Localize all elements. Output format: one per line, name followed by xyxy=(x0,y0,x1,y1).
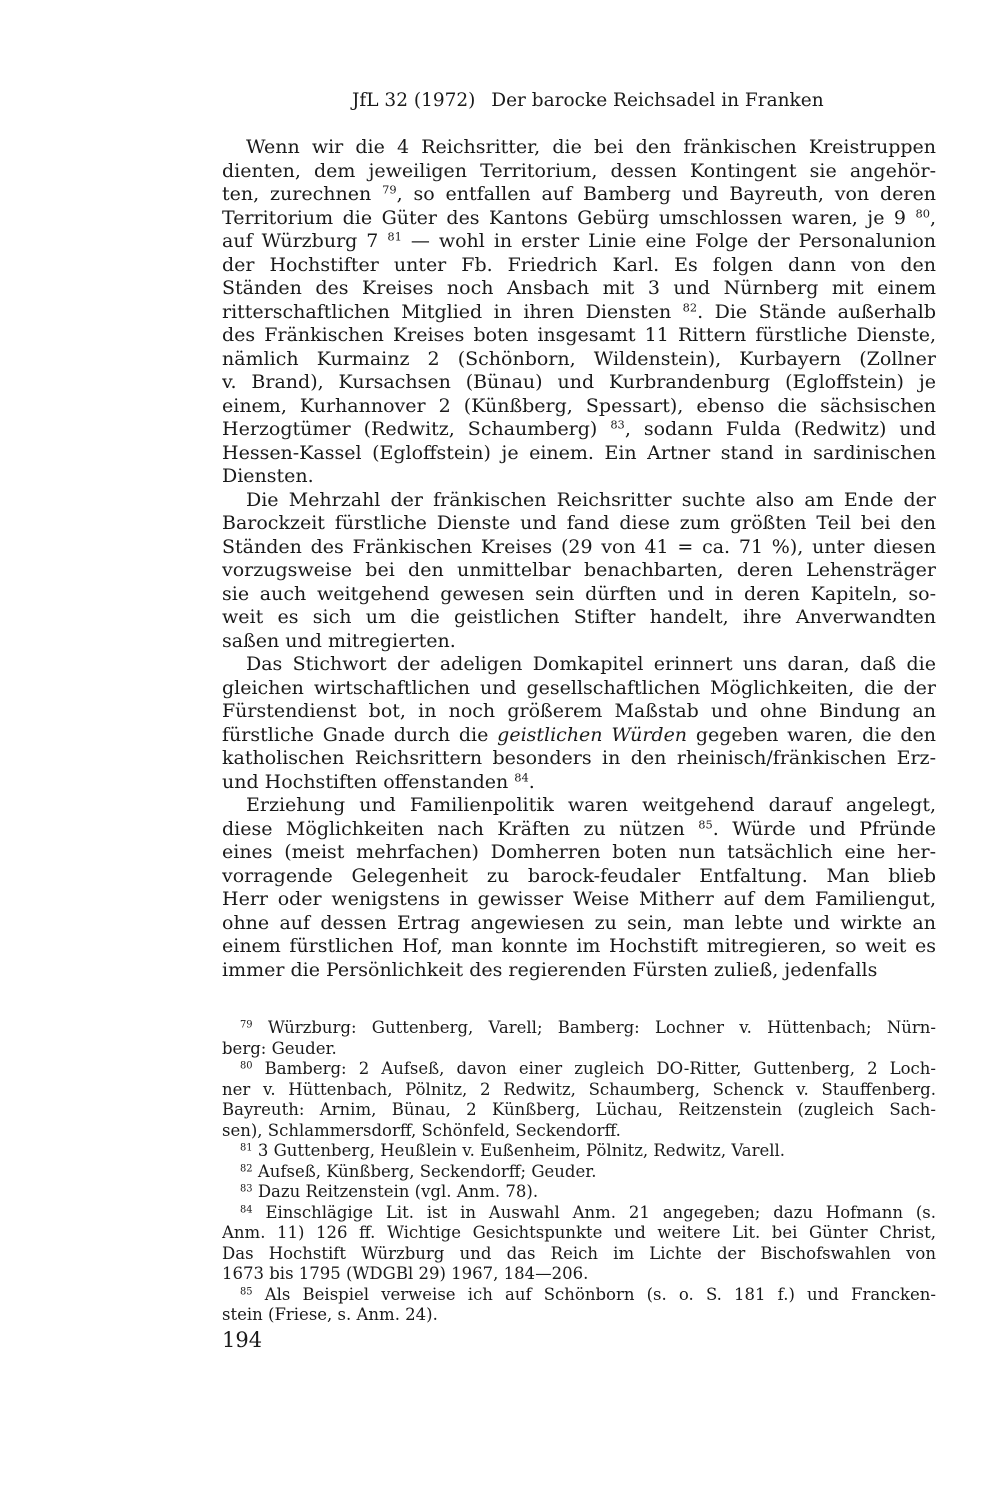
footnote xyxy=(222,1141,936,1162)
paragraph xyxy=(222,794,936,982)
footnote-reference: 84 xyxy=(240,1204,253,1216)
text-line: sie auch weitgehend gewesen sein dürften und in deren Kapiteln, so- xyxy=(222,582,936,605)
text-line: ohne auf dessen Ertrag angewiesen zu sein, man lebte und wirkte an xyxy=(222,911,936,934)
footnote-reference: 83 xyxy=(610,418,625,432)
footnote-line: Bayreuth: Arnim, Bünau, 2 Künßberg, Lüchau, Reitzenstein (zugleich Sach- xyxy=(222,1100,936,1119)
text-line: Barockzeit fürstliche Dienste und fand diese zum größten Teil bei den xyxy=(222,512,936,534)
text-line: dienten, dem jeweiligen Territorium, dessen Kontingent sie angehör- xyxy=(222,159,936,182)
body-text xyxy=(222,136,936,982)
text-line: Die Mehrzahl der fränkischen Reichsritter suchte also am Ende der xyxy=(246,488,936,511)
footnote-line: $^{82}$ Aufseß, Künßberg, Seckendorff; Geuder. xyxy=(240,1161,597,1181)
text-line: des Fränkischen Kreises boten insgesamt 11 Rittern fürstliche Dienste, xyxy=(222,324,936,346)
text-line: auf Würzburg 7 $^{81}$ — wohl in erster Linie eine Folge der Personalunion xyxy=(222,230,936,252)
page-number: 194 xyxy=(222,1328,263,1352)
footnote-reference: 83 xyxy=(240,1183,253,1195)
footnote xyxy=(222,1018,936,1059)
footnote xyxy=(222,1162,936,1183)
emphasis: geistlichen Würden xyxy=(497,723,688,746)
running-header xyxy=(352,90,852,111)
text-line: Herr oder wenigstens in gewisser Weise Mitherr auf dem Familiengut, xyxy=(222,888,936,910)
footnote-line: Das Hochstift Würzburg und das Reich im Lichte der Bischofswahlen von xyxy=(222,1243,936,1263)
footnote-reference: 79 xyxy=(240,1019,253,1031)
footnote-line: 1673 bis 1795 (WDGBl 29) 1967, 184—206. xyxy=(222,1264,589,1283)
footnote-line: $^{83}$ Dazu Reitzenstein (vgl. Anm. 78). xyxy=(240,1182,539,1201)
footnote-reference: 80 xyxy=(915,206,930,221)
text-line: katholischen Reichsrittern besonders in den rheinisch/fränkischen Erz- xyxy=(222,747,936,769)
footnote xyxy=(222,1285,936,1326)
footnote-line: $^{80}$ Bamberg: 2 Aufseß, davon einer zugleich DO-Ritter, Guttenberg, 2 Loch- xyxy=(240,1059,936,1078)
text-line: gleichen wirtschaftlichen und gesellschaftlichen Möglichkeiten, die der xyxy=(222,676,936,699)
paragraph xyxy=(222,653,936,794)
text-line: v. Brand), Kursachsen (Bünau) und Kurbrandenburg (Egloffstein) je xyxy=(222,371,936,393)
footnote-line: $^{81}$ 3 Guttenberg, Heußlein v. Eußenheim, Pölnitz, Redwitz, Varell. xyxy=(240,1141,786,1160)
footnote-line: sen), Schlammersdorff, Schönfeld, Seckendorff. xyxy=(222,1120,621,1140)
footnote-reference: 85 xyxy=(240,1286,253,1298)
footnote-line: $^{79}$ Würzburg: Guttenberg, Varell; Bamberg: Lochner v. Hüttenbach; Nürn- xyxy=(240,1018,936,1037)
footnote-reference: 85 xyxy=(698,817,713,832)
text-line: eines (meist mehrfachen) Domherren boten nun tatsächlich eine her- xyxy=(222,841,936,863)
text-line: Herzogtümer (Redwitz, Schaumberg) $^{83}$, sodann Fulda (Redwitz) und xyxy=(222,418,936,440)
text-line: saßen und mitregierten. xyxy=(222,629,456,652)
text-line: weit es sich um die geistlichen Stifter handelt, ihre Anverwandten xyxy=(222,606,936,628)
footnote-line: $^{84}$ Einschlägige Lit. ist in Auswahl Anm. 21 angegeben; dazu Hofmann (s. xyxy=(240,1202,936,1222)
footnote-reference: 81 xyxy=(240,1142,253,1154)
text-line: Wenn wir die 4 Reichsritter, die bei den fränkischen Kreistruppen xyxy=(246,136,936,158)
paragraph xyxy=(222,136,936,489)
text-line: einem, Kurhannover 2 (Künßberg, Spessart), ebenso die sächsischen xyxy=(222,394,936,417)
text-line: Das Stichwort der adeligen Domkapitel erinnert uns daran, daß die xyxy=(246,653,936,675)
text-line: Hessen-Kassel (Egloffstein) je einem. Ein Artner stand in sardinischen xyxy=(222,441,936,464)
text-line: ritterschaftlichen Mitglied in ihren Diensten $^{82}$. Die Stände außerhalb xyxy=(222,300,936,323)
article-title: Der barocke Reichsadel in Franken xyxy=(491,90,824,111)
journal-reference: JfL 32 (1972) xyxy=(352,90,476,111)
text-line: der Hochstifter unter Fb. Friedrich Karl. Es folgen dann von den xyxy=(222,253,936,276)
footnotes xyxy=(222,1018,936,1326)
text-line: Territorium die Güter des Kantons Gebürg umschlossen waren, je 9 $^{80}$, xyxy=(222,206,936,229)
text-line: diese Möglichkeiten nach Kräften zu nützen $^{85}$. Würde und Pfründe xyxy=(222,817,936,840)
footnote-line: $^{85}$ Als Beispiel verweise ich auf Schönborn (s. o. S. 181 f.) und Francken- xyxy=(240,1284,936,1304)
text-line: und Hochstiften offenstanden $^{84}$. xyxy=(222,770,535,793)
footnote-line: berg: Geuder. xyxy=(222,1038,337,1058)
footnote xyxy=(222,1059,936,1141)
text-line: vorzugsweise bei den unmittelbar benachbarten, deren Lehensträger xyxy=(222,559,936,581)
footnote-reference: 81 xyxy=(387,230,402,244)
footnote-reference: 82 xyxy=(682,300,698,315)
text-line: ten, zurechnen $^{79}$, so entfallen auf Bamberg und Bayreuth, von deren xyxy=(222,183,936,205)
text-line: immer die Persönlichkeit des regierenden Fürsten zuließ, jedenfalls xyxy=(222,958,878,981)
footnote xyxy=(222,1203,936,1285)
footnote-line: stein (Friese, s. Anm. 24). xyxy=(222,1305,438,1324)
footnote-line: Anm. 11) 126 ff. Wichtige Gesichtspunkte und weitere Lit. bei Günter Christ, xyxy=(222,1223,936,1242)
text-line: nämlich Kurmainz 2 (Schönborn, Wildenstein), Kurbayern (Zollner xyxy=(222,347,936,370)
text-line: Fürstendienst bot, in noch größerem Maßstab und ohne Bindung an xyxy=(222,700,936,722)
footnote xyxy=(222,1182,936,1203)
text-line: Ständen des Kreises noch Ansbach mit 3 und Nürnberg mit einem xyxy=(222,277,936,299)
text-line: Erziehung und Familienpolitik waren weitgehend darauf angelegt, xyxy=(246,794,936,816)
footnote-reference: 84 xyxy=(514,770,529,785)
footnote-reference: 80 xyxy=(240,1060,253,1072)
footnote-reference: 79 xyxy=(382,183,397,197)
text-line: Ständen des Fränkischen Kreises (29 von 41 = ca. 71 %), unter diesen xyxy=(222,535,936,558)
text-line: Diensten. xyxy=(222,465,314,487)
text-line: vorragende Gelegenheit zu barock-feudaler Entfaltung. Man blieb xyxy=(222,864,936,887)
footnote-line: ner v. Hüttenbach, Pölnitz, 2 Redwitz, Schaumberg, Schenck v. Stauffenberg. xyxy=(222,1079,936,1099)
text-line: einem fürstlichen Hof, man konnte im Hochstift mitregieren, so weit es xyxy=(222,935,936,957)
text-line: fürstliche Gnade durch die geistlichen Würden gegeben waren, die den xyxy=(222,723,936,746)
footnote-reference: 82 xyxy=(240,1163,253,1175)
paragraph xyxy=(222,489,936,654)
